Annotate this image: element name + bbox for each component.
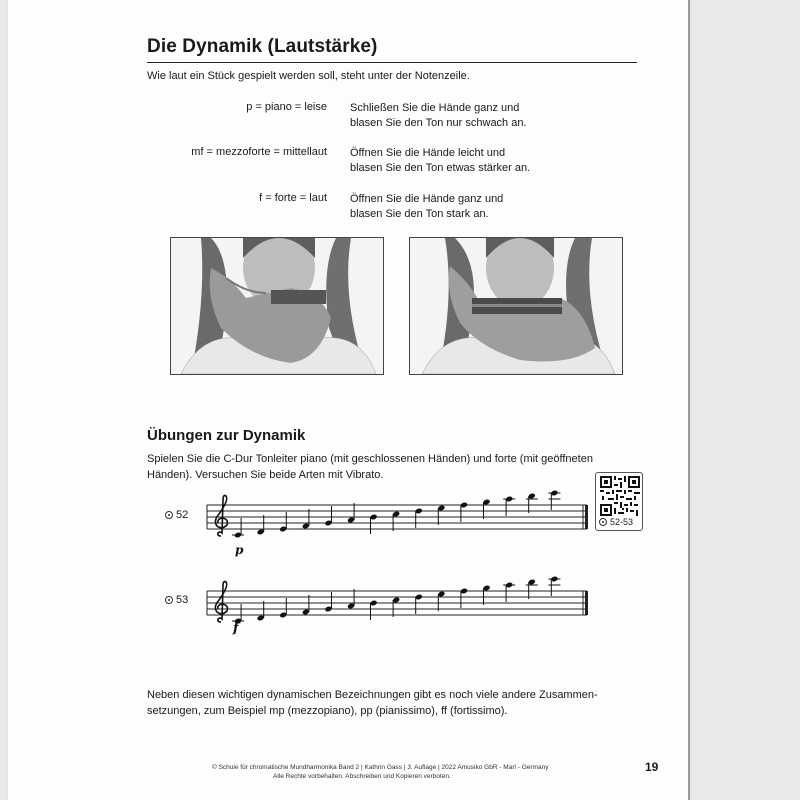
dynamic-term: p = piano = leise [246, 101, 327, 113]
footer-copyright: © Schule für chromatische Mundharmonika Band 2 | Kathrin Gass | 3. Auflage | 2022 Amusiko GbR - Marl - Germany [212, 764, 549, 771]
page-edge [688, 0, 690, 800]
photo-hands-open [409, 237, 623, 375]
dynamic-marking: p [235, 543, 244, 557]
dynamic-desc [350, 192, 630, 222]
closing-text-line: setzungen, zum Beispiel mp (mezzopiano), pp (pianissimo), ff (fortissimo). [147, 705, 508, 717]
dynamic-desc [350, 146, 630, 176]
dynamic-desc-line: Öffnen Sie die Hände leicht und [350, 147, 506, 159]
title-underline [147, 62, 637, 63]
dynamic-term: f = forte = laut [259, 192, 327, 204]
qr-track-range [599, 517, 633, 527]
page-number: 19 [645, 760, 659, 774]
qr-label-text: 52-53 [610, 517, 634, 527]
staff-exercise-53 [205, 576, 595, 651]
closing-text-line: Neben diesen wichtigen dynamischen Bezeichnungen gibt es noch viele andere Zusammen- [147, 689, 598, 701]
photo-hands-closed [170, 237, 384, 375]
exercise-instruction-line: Spielen Sie die C-Dur Tonleiter piano (mit geschlossenen Händen) und forte (mit geöffneten [147, 453, 593, 465]
track-label-53[interactable] [165, 594, 188, 606]
track-label-52[interactable] [165, 509, 188, 521]
treble-clef-icon [215, 582, 227, 623]
track-number: 52 [176, 509, 189, 521]
cd-disc-icon [165, 596, 173, 604]
section-title-dynamik: Die Dynamik (Lautstärke) [147, 36, 378, 57]
dynamic-desc-line: blasen Sie den Ton stark an. [350, 208, 489, 220]
scale-notes [232, 490, 560, 538]
dynamic-desc-line: blasen Sie den Ton etwas stärker an. [350, 162, 531, 174]
dynamic-marking: f [233, 621, 239, 636]
exercise-instruction-line: Händen). Versuchen Sie beide Arten mit Vibrato. [147, 469, 384, 481]
track-number: 53 [176, 594, 189, 606]
qr-code-icon [600, 476, 640, 516]
qr-box[interactable] [595, 472, 643, 531]
dynamic-term: mf = mezzoforte = mittellaut [191, 146, 327, 158]
dynamic-desc-line: Schließen Sie die Hände ganz und [350, 102, 520, 114]
cd-disc-icon [599, 518, 607, 526]
staff-exercise-52 [205, 490, 595, 565]
footer-rights: Alle Rechte vorbehalten. Abschreiben und Kopieren verboten. [273, 773, 451, 780]
cd-disc-icon [165, 511, 173, 519]
intro-text: Wie laut ein Stück gespielt werden soll, steht unter der Notenzeile. [147, 70, 470, 82]
treble-clef-icon [215, 496, 227, 537]
dynamic-desc [350, 101, 630, 131]
dynamic-desc-line: Öffnen Sie die Hände ganz und [350, 193, 504, 205]
dynamic-desc-line: blasen Sie den Ton nur schwach an. [350, 117, 527, 129]
scale-notes [232, 576, 560, 624]
section-title-uebungen: Übungen zur Dynamik [147, 427, 306, 444]
